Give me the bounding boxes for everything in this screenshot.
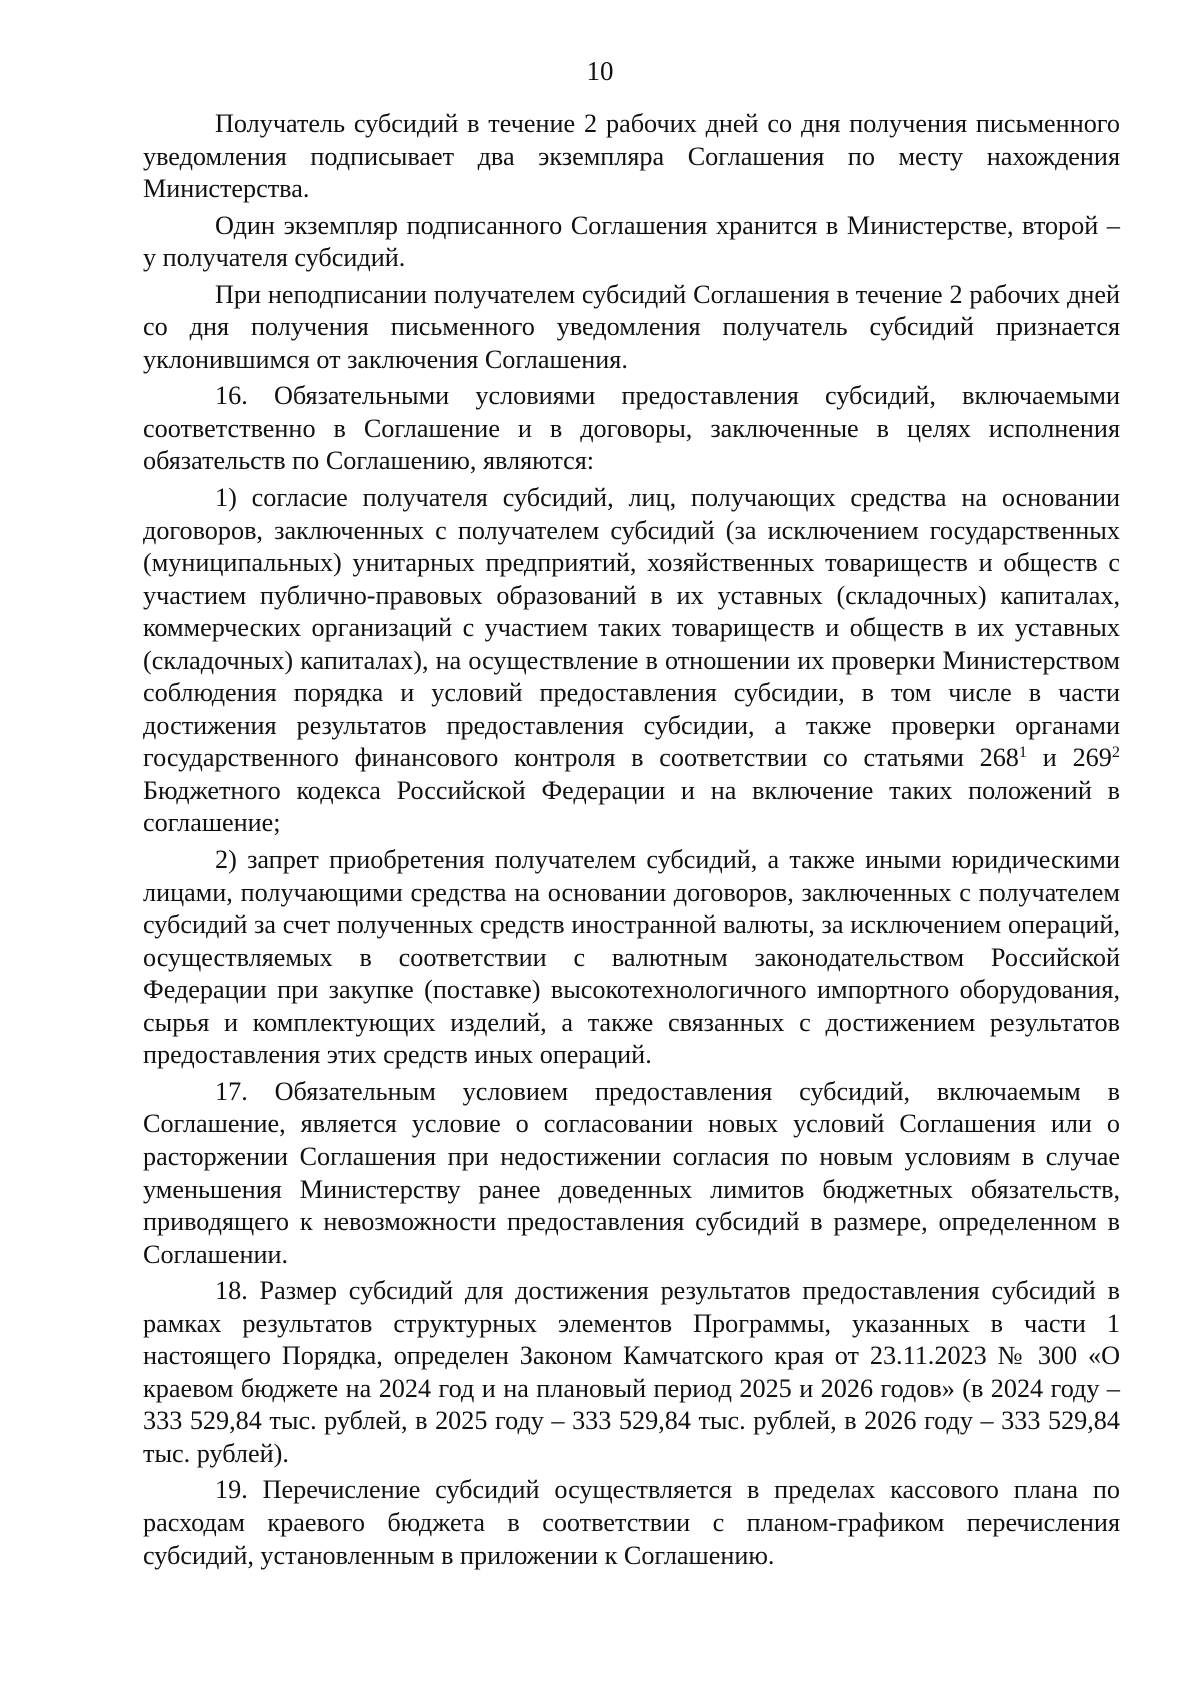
item-1-text-middle: и 269 [1027,743,1112,773]
paragraph-16-item-1 [143,482,1120,840]
footnote-superscript-1: 1 [1018,743,1028,762]
paragraph-19: 19. Перечисление субсидий осуществляется в пределах кассового плана по расходам краевого бюджета в соответствии с планом-графиком перечисления субсидий, установленным в приложении к Соглашению. [143,1475,1120,1570]
paragraph-16: 16. Обязательными условиями предоставления субсидий, включаемыми соответственно в Соглашение и в договоры, заключенные в целях исполнения обязательств по Соглашению, являются: [143,381,1120,476]
paragraph-signing-deadline: Получатель субсидий в течение 2 рабочих дней со дня получения письменного уведомления подписывает два экземпляра Соглашения по месту нахождения Министерства. [143,109,1120,204]
paragraph-16-item-2: 2) запрет приобретения получателем субсидий, а также иными юридическими лицами, получающими средства на основании договоров, заключенных с получателем субсидий за счет полученных средств иностранной валюты, за исключением операций, осуществляемых в соответствии с валютным законодательством Российской Федерации при закупке (поставке) высокотехнологичного импортного оборудования, сырья и комплектующих изделий, а также связанных с достижением результатов предоставления этих средств иных операций. [143,845,1120,1070]
paragraph-18: 18. Размер субсидий для достижения результатов предоставления субсидий в рамках результатов структурных элементов Программы, указанных в части 1 настоящего Порядка, определен Законом Камчатского края от 23.11.2023 № 300 «О краевом бюджете на 2024 год и на плановый период 2025 и 2026 годов» (в 2024 году – 333 529,84 тыс. рублей, в 2025 году – 333 529,84 тыс. рублей, в 2026 году – 333 529,84 тыс. рублей). [143,1276,1120,1468]
paragraph-copies: Один экземпляр подписанного Соглашения хранится в Министерстве, второй – у получателя субсидий. [143,210,1120,273]
paragraph-17: 17. Обязательным условием предоставления субсидий, включаемым в Соглашение, является условие о согласовании новых условий Соглашения или о расторжении Соглашения при недостижении согласия по новым условиям в случае уменьшения Министерству ранее доведенных лимитов бюджетных обязательств, приводящего к невозможности предоставления субсидий в размере, определенном в Соглашении. [143,1076,1120,1269]
item-1-text: 1) согласие получателя субсидий, лиц, получающих средства на основании договоров, заключенных с получателем субсидий (за исключением государственных (муниципальных) унитарных предприятий, хозяйственных товариществ и обществ с участием публично-правовых образований в их уставных (складочных) капиталах, коммерческих организаций с участием таких товариществ и обществ в их уставных (складочных) капиталах), на осуществление в отношении их проверки Министерством соблюдения порядка и условий предоставления субсидии, в том числе в части достижения результатов предоставления субсидии, а также проверки органами государственного финансового контроля в соответствии со статьями 268 [143,483,1120,773]
paragraph-refusal: При неподписании получателем субсидий Соглашения в течение 2 рабочих дней со дня получения письменного уведомления получатель субсидий признается уклонившимся от заключения Соглашения. [143,279,1120,374]
footnote-superscript-2: 2 [1111,743,1120,762]
page-number: 10 [586,56,614,86]
item-1-text-end: Бюджетного кодекса Российской Федерации и на включение таких положений в соглашение; [143,775,1120,838]
document-body [143,108,1120,1572]
